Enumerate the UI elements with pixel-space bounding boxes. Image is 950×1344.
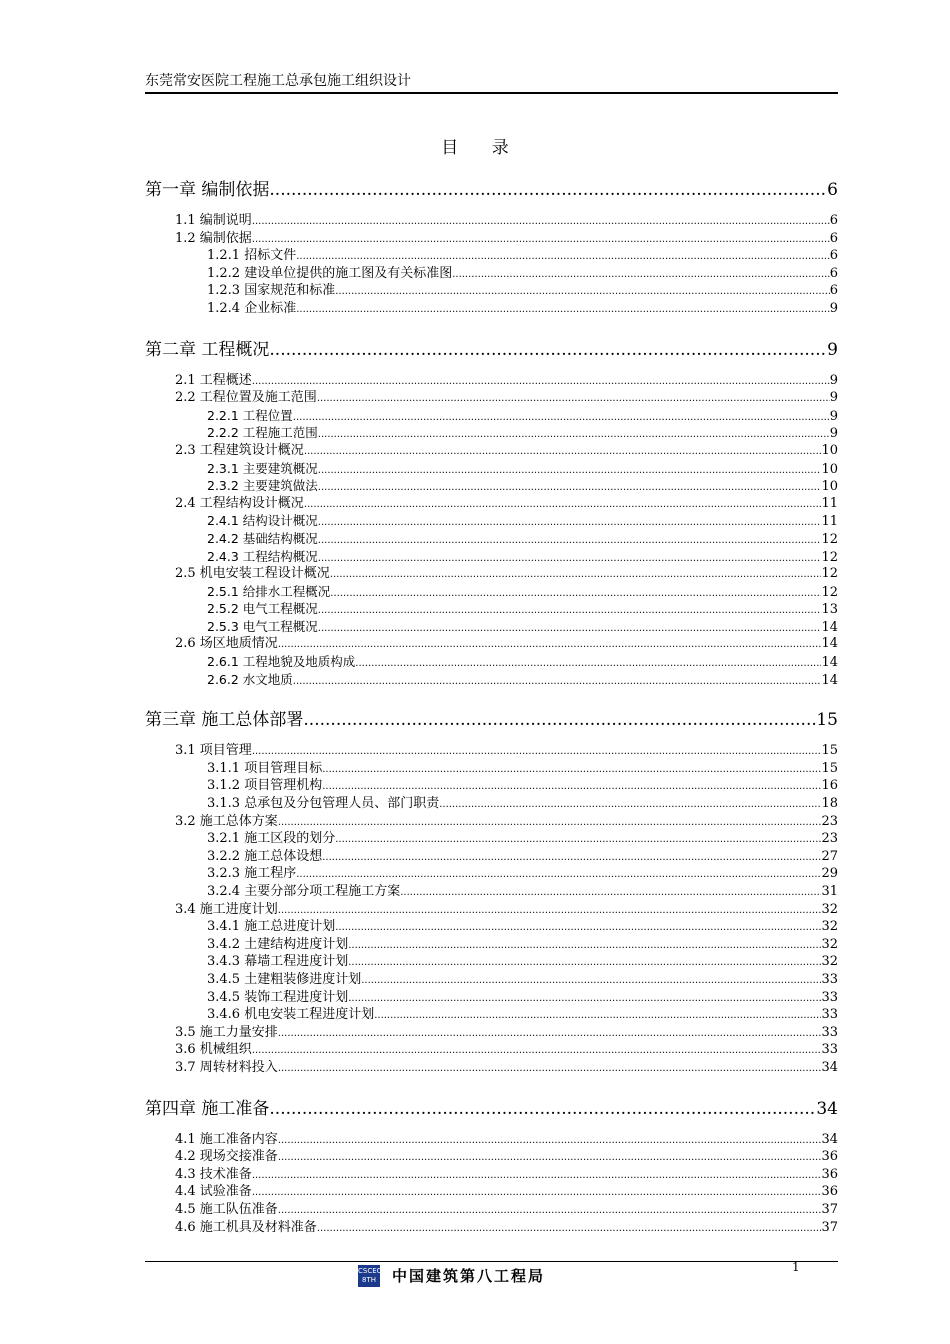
toc-entry-page: 33 bbox=[821, 971, 838, 987]
toc-dot-leader bbox=[318, 602, 822, 618]
toc-dot-leader bbox=[269, 1097, 816, 1121]
toc-dot-leader bbox=[252, 1184, 822, 1201]
toc-entry[interactable] bbox=[145, 1024, 838, 1042]
toc-entry-page: 15 bbox=[821, 743, 838, 759]
toc-entry[interactable] bbox=[145, 936, 838, 954]
toc-dot-leader bbox=[296, 866, 821, 883]
toc-entry-label: 2.6 场区地质情况 bbox=[175, 636, 278, 652]
toc-entry-page: 32 bbox=[821, 901, 838, 917]
toc-entry-page: 23 bbox=[821, 813, 838, 829]
toc-dot-leader bbox=[335, 831, 821, 848]
toc-entry-label: 第四章 施工准备 bbox=[145, 1098, 270, 1119]
toc-dot-leader bbox=[318, 426, 830, 442]
toc-entry-label: 2.3.2 主要建筑做法 bbox=[207, 478, 318, 494]
toc-entry-label: 4.2 现场交接准备 bbox=[175, 1149, 278, 1165]
toc-entry[interactable] bbox=[145, 372, 838, 390]
toc-entry[interactable] bbox=[145, 1183, 838, 1201]
toc-entry[interactable] bbox=[145, 953, 838, 971]
toc-entry[interactable] bbox=[145, 901, 838, 919]
toc-dot-leader bbox=[335, 283, 830, 300]
toc-entry-label: 2.1 工程概述 bbox=[175, 372, 252, 388]
toc-entry-page: 34 bbox=[816, 1098, 838, 1119]
toc-dot-leader bbox=[293, 673, 822, 689]
toc-entry-label: 3.4.6 机电安装工程进度计划 bbox=[207, 1007, 375, 1023]
toc-entry-page: 11 bbox=[821, 495, 838, 511]
toc-entry-label: 3.2.3 施工程序 bbox=[207, 866, 297, 882]
toc-entry[interactable] bbox=[145, 918, 838, 936]
toc-entry[interactable] bbox=[145, 848, 838, 866]
toc-entry-label: 3.2.1 施工区段的划分 bbox=[207, 831, 336, 847]
toc-entry-page: 14 bbox=[821, 655, 838, 671]
toc-dot-leader bbox=[355, 655, 821, 671]
page-number: 1 bbox=[792, 1260, 800, 1274]
toc-entry[interactable] bbox=[145, 512, 838, 530]
toc-entry[interactable] bbox=[145, 389, 838, 407]
toc-entry-label: 2.5.3 电气工程概况 bbox=[207, 618, 318, 634]
toc-entry-page: 6 bbox=[829, 248, 838, 264]
toc-entry[interactable] bbox=[145, 1059, 838, 1077]
header-divider bbox=[145, 92, 838, 94]
toc-dot-leader bbox=[330, 585, 821, 601]
toc-entry[interactable] bbox=[145, 300, 838, 318]
toc-entry-page: 36 bbox=[821, 1149, 838, 1165]
toc-entry-page: 29 bbox=[821, 866, 838, 882]
toc-entry[interactable] bbox=[145, 212, 838, 230]
toc-entry-label: 4.3 技术准备 bbox=[175, 1166, 252, 1182]
toc-entry-label: 2.5.2 电气工程概况 bbox=[207, 601, 318, 617]
toc-entry[interactable] bbox=[145, 635, 838, 653]
toc-entry-label: 第一章 编制依据 bbox=[145, 180, 270, 200]
toc-dot-leader bbox=[269, 338, 827, 362]
toc-dot-leader bbox=[439, 796, 821, 813]
toc-entry[interactable] bbox=[145, 1148, 838, 1166]
toc-entry-label: 3.4.1 施工总进度计划 bbox=[207, 919, 336, 935]
toc-entry-label: 3.2.2 施工总体设想 bbox=[207, 848, 323, 864]
toc-entry-label: 3.2 施工总体方案 bbox=[175, 813, 278, 829]
toc-entry[interactable] bbox=[145, 565, 838, 583]
toc-entry[interactable] bbox=[145, 1131, 838, 1149]
toc-chapter-entry[interactable] bbox=[145, 1097, 838, 1121]
toc-dot-leader bbox=[348, 990, 821, 1007]
toc-entry[interactable] bbox=[145, 883, 838, 901]
toc-entry-label: 1.2.3 国家规范和标准 bbox=[207, 283, 336, 299]
toc-entry-label: 2.4 工程结构设计概况 bbox=[175, 495, 304, 511]
toc-dot-leader bbox=[318, 550, 822, 566]
toc-title-char-2: 录 bbox=[491, 138, 509, 158]
toc-dot-leader bbox=[278, 636, 822, 653]
toc-entry-label: 第三章 施工总体部署 bbox=[145, 710, 304, 731]
toc-entry-page: 32 bbox=[821, 919, 838, 935]
toc-chapter-entry[interactable] bbox=[145, 708, 838, 732]
toc-entry[interactable] bbox=[145, 424, 838, 442]
toc-entry-label: 3.2.4 主要分部分项工程施工方案 bbox=[207, 884, 401, 899]
toc-entry-label: 2.4.3 工程结构概况 bbox=[207, 548, 318, 564]
toc-dot-leader bbox=[278, 1132, 822, 1149]
toc-entry-page: 32 bbox=[821, 954, 838, 970]
toc-entry-page: 18 bbox=[821, 796, 838, 812]
toc-dot-leader bbox=[318, 479, 822, 495]
toc-entry-label: 2.6.1 工程地貌及地质构成 bbox=[207, 654, 356, 670]
toc-entry-label: 3.4.5 土建粗装修进度计划 bbox=[207, 971, 362, 987]
toc-entry-page: 9 bbox=[829, 426, 838, 442]
toc-dot-leader bbox=[361, 972, 821, 989]
toc-entry-page: 34 bbox=[821, 1059, 838, 1075]
toc-entry[interactable] bbox=[145, 760, 838, 778]
toc-dot-leader bbox=[374, 1007, 821, 1024]
toc-entry-label: 4.5 施工队伍准备 bbox=[175, 1201, 278, 1217]
toc-dot-leader bbox=[278, 1060, 822, 1077]
toc-entry-page: 33 bbox=[821, 989, 838, 1005]
toc-entry-page: 33 bbox=[821, 1042, 838, 1058]
toc-dot-leader bbox=[252, 1042, 822, 1059]
toc-entry-page: 10 bbox=[821, 442, 838, 458]
toc-entry[interactable] bbox=[145, 671, 838, 689]
toc-entry[interactable] bbox=[145, 971, 838, 989]
toc-dot-leader bbox=[278, 1149, 822, 1166]
toc-entry[interactable] bbox=[145, 282, 838, 300]
toc-entry-page: 32 bbox=[821, 936, 838, 952]
company-logo-icon: CSCEC 8TH bbox=[358, 1265, 380, 1287]
toc-entry-page: 37 bbox=[821, 1201, 838, 1217]
company-name: 中国建筑第八工程局 bbox=[392, 1267, 546, 1285]
toc-dot-leader bbox=[400, 884, 821, 901]
toc-dot-leader bbox=[278, 814, 822, 831]
toc-entry[interactable] bbox=[145, 1219, 838, 1237]
toc-entry-page: 9 bbox=[829, 300, 838, 316]
toc-entry[interactable] bbox=[145, 795, 838, 813]
toc-entry[interactable] bbox=[145, 265, 838, 283]
toc-entry-label: 1.2.4 企业标准 bbox=[207, 300, 297, 316]
toc-entry-label: 1.2.1 招标文件 bbox=[207, 248, 297, 264]
toc-entry-page: 15 bbox=[821, 760, 838, 776]
toc-entry-label: 2.5.1 给排水工程概况 bbox=[207, 583, 331, 599]
toc-entry[interactable] bbox=[145, 653, 838, 671]
toc-dot-leader bbox=[293, 409, 830, 425]
toc-entry-page: 13 bbox=[821, 602, 838, 618]
toc-dot-leader bbox=[304, 496, 822, 513]
toc-entry-label: 2.2.2 工程施工范围 bbox=[207, 425, 318, 441]
toc-entry-label: 4.1 施工准备内容 bbox=[175, 1131, 278, 1147]
document-header-title: 东莞常安医院工程施工总承包施工组织设计 bbox=[145, 73, 411, 89]
toc-entry-page: 12 bbox=[821, 584, 838, 600]
toc-chapter-entry[interactable] bbox=[145, 338, 838, 362]
toc-dot-leader bbox=[348, 954, 821, 971]
toc-entry-label: 2.6.2 水文地质 bbox=[207, 671, 293, 687]
toc-entry[interactable] bbox=[145, 1166, 838, 1184]
toc-entry[interactable] bbox=[145, 247, 838, 265]
toc-entry-label: 1.1 编制说明 bbox=[175, 213, 252, 228]
toc-entry-page: 12 bbox=[821, 566, 838, 582]
toc-entry-label: 2.4.2 基础结构概况 bbox=[207, 530, 318, 546]
toc-title-char-1: 目 bbox=[441, 138, 459, 158]
toc-dot-leader bbox=[303, 708, 816, 732]
toc-entry-page: 36 bbox=[821, 1184, 838, 1200]
toc-dot-leader bbox=[278, 902, 822, 919]
toc-dot-leader bbox=[318, 462, 822, 478]
toc-entry-label: 3.4.2 土建结构进度计划 bbox=[207, 936, 349, 952]
toc-entry-page: 6 bbox=[827, 180, 838, 200]
toc-entry-page: 33 bbox=[821, 1024, 838, 1040]
toc-entry-label: 3.1 项目管理 bbox=[175, 743, 252, 759]
toc-dot-leader bbox=[252, 213, 830, 230]
toc-dot-leader bbox=[252, 231, 830, 248]
toc-entry-label: 4.6 施工机具及材料准备 bbox=[175, 1219, 317, 1235]
spacer bbox=[145, 732, 838, 742]
toc-entry-page: 34 bbox=[821, 1131, 838, 1147]
toc-entry[interactable] bbox=[145, 1201, 838, 1219]
toc-entry[interactable] bbox=[145, 813, 838, 831]
toc-dot-leader bbox=[322, 778, 821, 795]
toc-entry[interactable] bbox=[145, 548, 838, 566]
toc-entry[interactable] bbox=[145, 618, 838, 636]
toc-entry[interactable] bbox=[145, 989, 838, 1007]
spacer bbox=[145, 1121, 838, 1131]
toc-entry-label: 2.2 工程位置及施工范围 bbox=[175, 390, 317, 406]
toc-entry-page: 9 bbox=[829, 390, 838, 406]
toc-entry-page: 9 bbox=[829, 408, 838, 424]
toc-dot-leader bbox=[296, 248, 830, 265]
toc-entry-page: 12 bbox=[821, 531, 838, 547]
toc-entry-label: 3.4.5 装饰工程进度计划 bbox=[207, 989, 349, 1005]
toc-entry[interactable] bbox=[145, 230, 838, 248]
toc-entry-label: 3.1.1 项目管理目标 bbox=[207, 760, 323, 776]
toc-entry-page: 14 bbox=[821, 619, 838, 635]
toc-entry-page: 9 bbox=[827, 339, 838, 360]
toc-entry-label: 2.3.1 主要建筑概况 bbox=[207, 460, 318, 476]
spacer bbox=[145, 202, 838, 212]
toc-entry-page: 23 bbox=[821, 831, 838, 847]
toc-entry-label: 2.3 工程建筑设计概况 bbox=[175, 442, 304, 458]
toc-entry-label: 3.5 施工力量安排 bbox=[175, 1024, 278, 1040]
toc-entry-label: 2.4.1 结构设计概况 bbox=[207, 513, 318, 529]
toc-entry[interactable] bbox=[145, 407, 838, 425]
toc-entry-label: 3.6 机械组织 bbox=[175, 1042, 252, 1058]
spacer bbox=[145, 362, 838, 372]
toc-dot-leader bbox=[252, 743, 822, 760]
toc-entry-page: 12 bbox=[821, 549, 838, 565]
toc-entry-label: 2.5 机电安装工程设计概况 bbox=[175, 566, 330, 582]
toc-entry[interactable] bbox=[145, 742, 838, 760]
toc-entry[interactable] bbox=[145, 477, 838, 495]
toc-dot-leader bbox=[317, 390, 830, 407]
toc-dot-leader bbox=[269, 178, 827, 202]
toc-entry-label: 2.2.1 工程位置 bbox=[207, 407, 293, 423]
toc-entry[interactable] bbox=[145, 495, 838, 513]
toc-entry-page: 10 bbox=[821, 479, 838, 495]
toc-dot-leader bbox=[318, 620, 822, 636]
toc-entry-label: 第二章 工程概况 bbox=[145, 339, 270, 360]
toc-entry-page: 33 bbox=[821, 1007, 838, 1023]
toc-entry[interactable] bbox=[145, 830, 838, 848]
toc-dot-leader bbox=[317, 1220, 822, 1237]
toc-entry-label: 3.1.3 总承包及分包管理人员、部门职责 bbox=[207, 796, 440, 812]
toc-entry-page: 14 bbox=[821, 672, 838, 688]
toc-dot-leader bbox=[296, 301, 830, 318]
toc-entry[interactable] bbox=[145, 777, 838, 795]
toc-dot-leader bbox=[304, 443, 822, 460]
footer-divider bbox=[145, 1261, 838, 1262]
toc-entry[interactable] bbox=[145, 530, 838, 548]
toc-entry-label: 3.4.3 幕墙工程进度计划 bbox=[207, 954, 349, 970]
toc-dot-leader bbox=[318, 514, 822, 530]
toc-dot-leader bbox=[348, 937, 821, 954]
toc-dot-leader bbox=[322, 849, 821, 866]
toc-entry-page: 10 bbox=[821, 461, 838, 477]
toc-entry-page: 16 bbox=[821, 778, 838, 794]
toc-dot-leader bbox=[318, 532, 822, 548]
toc-entry-page: 6 bbox=[829, 265, 838, 281]
toc-entry[interactable] bbox=[145, 600, 838, 618]
toc-entry-page: 6 bbox=[829, 230, 838, 246]
toc-entry[interactable] bbox=[145, 865, 838, 883]
toc-entry-page: 9 bbox=[829, 372, 838, 388]
toc-dot-leader bbox=[322, 761, 821, 778]
toc-dot-leader bbox=[252, 1167, 822, 1184]
toc-dot-leader bbox=[452, 266, 830, 283]
toc-entry-page: 6 bbox=[829, 213, 838, 228]
toc-entry[interactable] bbox=[145, 1006, 838, 1024]
toc-entry[interactable] bbox=[145, 1041, 838, 1059]
toc-entry[interactable] bbox=[145, 442, 838, 460]
toc-title bbox=[0, 133, 950, 158]
toc-entry[interactable] bbox=[145, 583, 838, 601]
toc-entry-page: 27 bbox=[821, 848, 838, 864]
toc-dot-leader bbox=[252, 373, 830, 390]
toc-entry-label: 3.7 周转材料投入 bbox=[175, 1059, 278, 1075]
toc-entry-page: 6 bbox=[829, 283, 838, 299]
toc-entry-label: 1.2.2 建设单位提供的施工图及有关标准图 bbox=[207, 265, 453, 281]
toc-entry-page: 37 bbox=[821, 1219, 838, 1235]
table-of-contents bbox=[145, 178, 838, 1236]
toc-entry-label: 3.1.2 项目管理机构 bbox=[207, 778, 323, 794]
toc-dot-leader bbox=[278, 1025, 822, 1042]
toc-dot-leader bbox=[335, 919, 821, 936]
toc-entry-label: 4.4 试验准备 bbox=[175, 1184, 252, 1200]
toc-entry-label: 3.4 施工进度计划 bbox=[175, 901, 278, 917]
toc-entry-label: 1.2 编制依据 bbox=[175, 230, 252, 246]
toc-entry[interactable] bbox=[145, 460, 838, 478]
toc-entry-page: 14 bbox=[821, 636, 838, 652]
toc-entry-page: 15 bbox=[816, 710, 838, 731]
toc-entry-page: 31 bbox=[821, 884, 838, 899]
toc-chapter-entry[interactable] bbox=[145, 178, 838, 202]
toc-entry-page: 11 bbox=[821, 514, 838, 530]
toc-dot-leader bbox=[278, 1202, 822, 1219]
toc-dot-leader bbox=[330, 566, 822, 583]
toc-entry-page: 36 bbox=[821, 1166, 838, 1182]
